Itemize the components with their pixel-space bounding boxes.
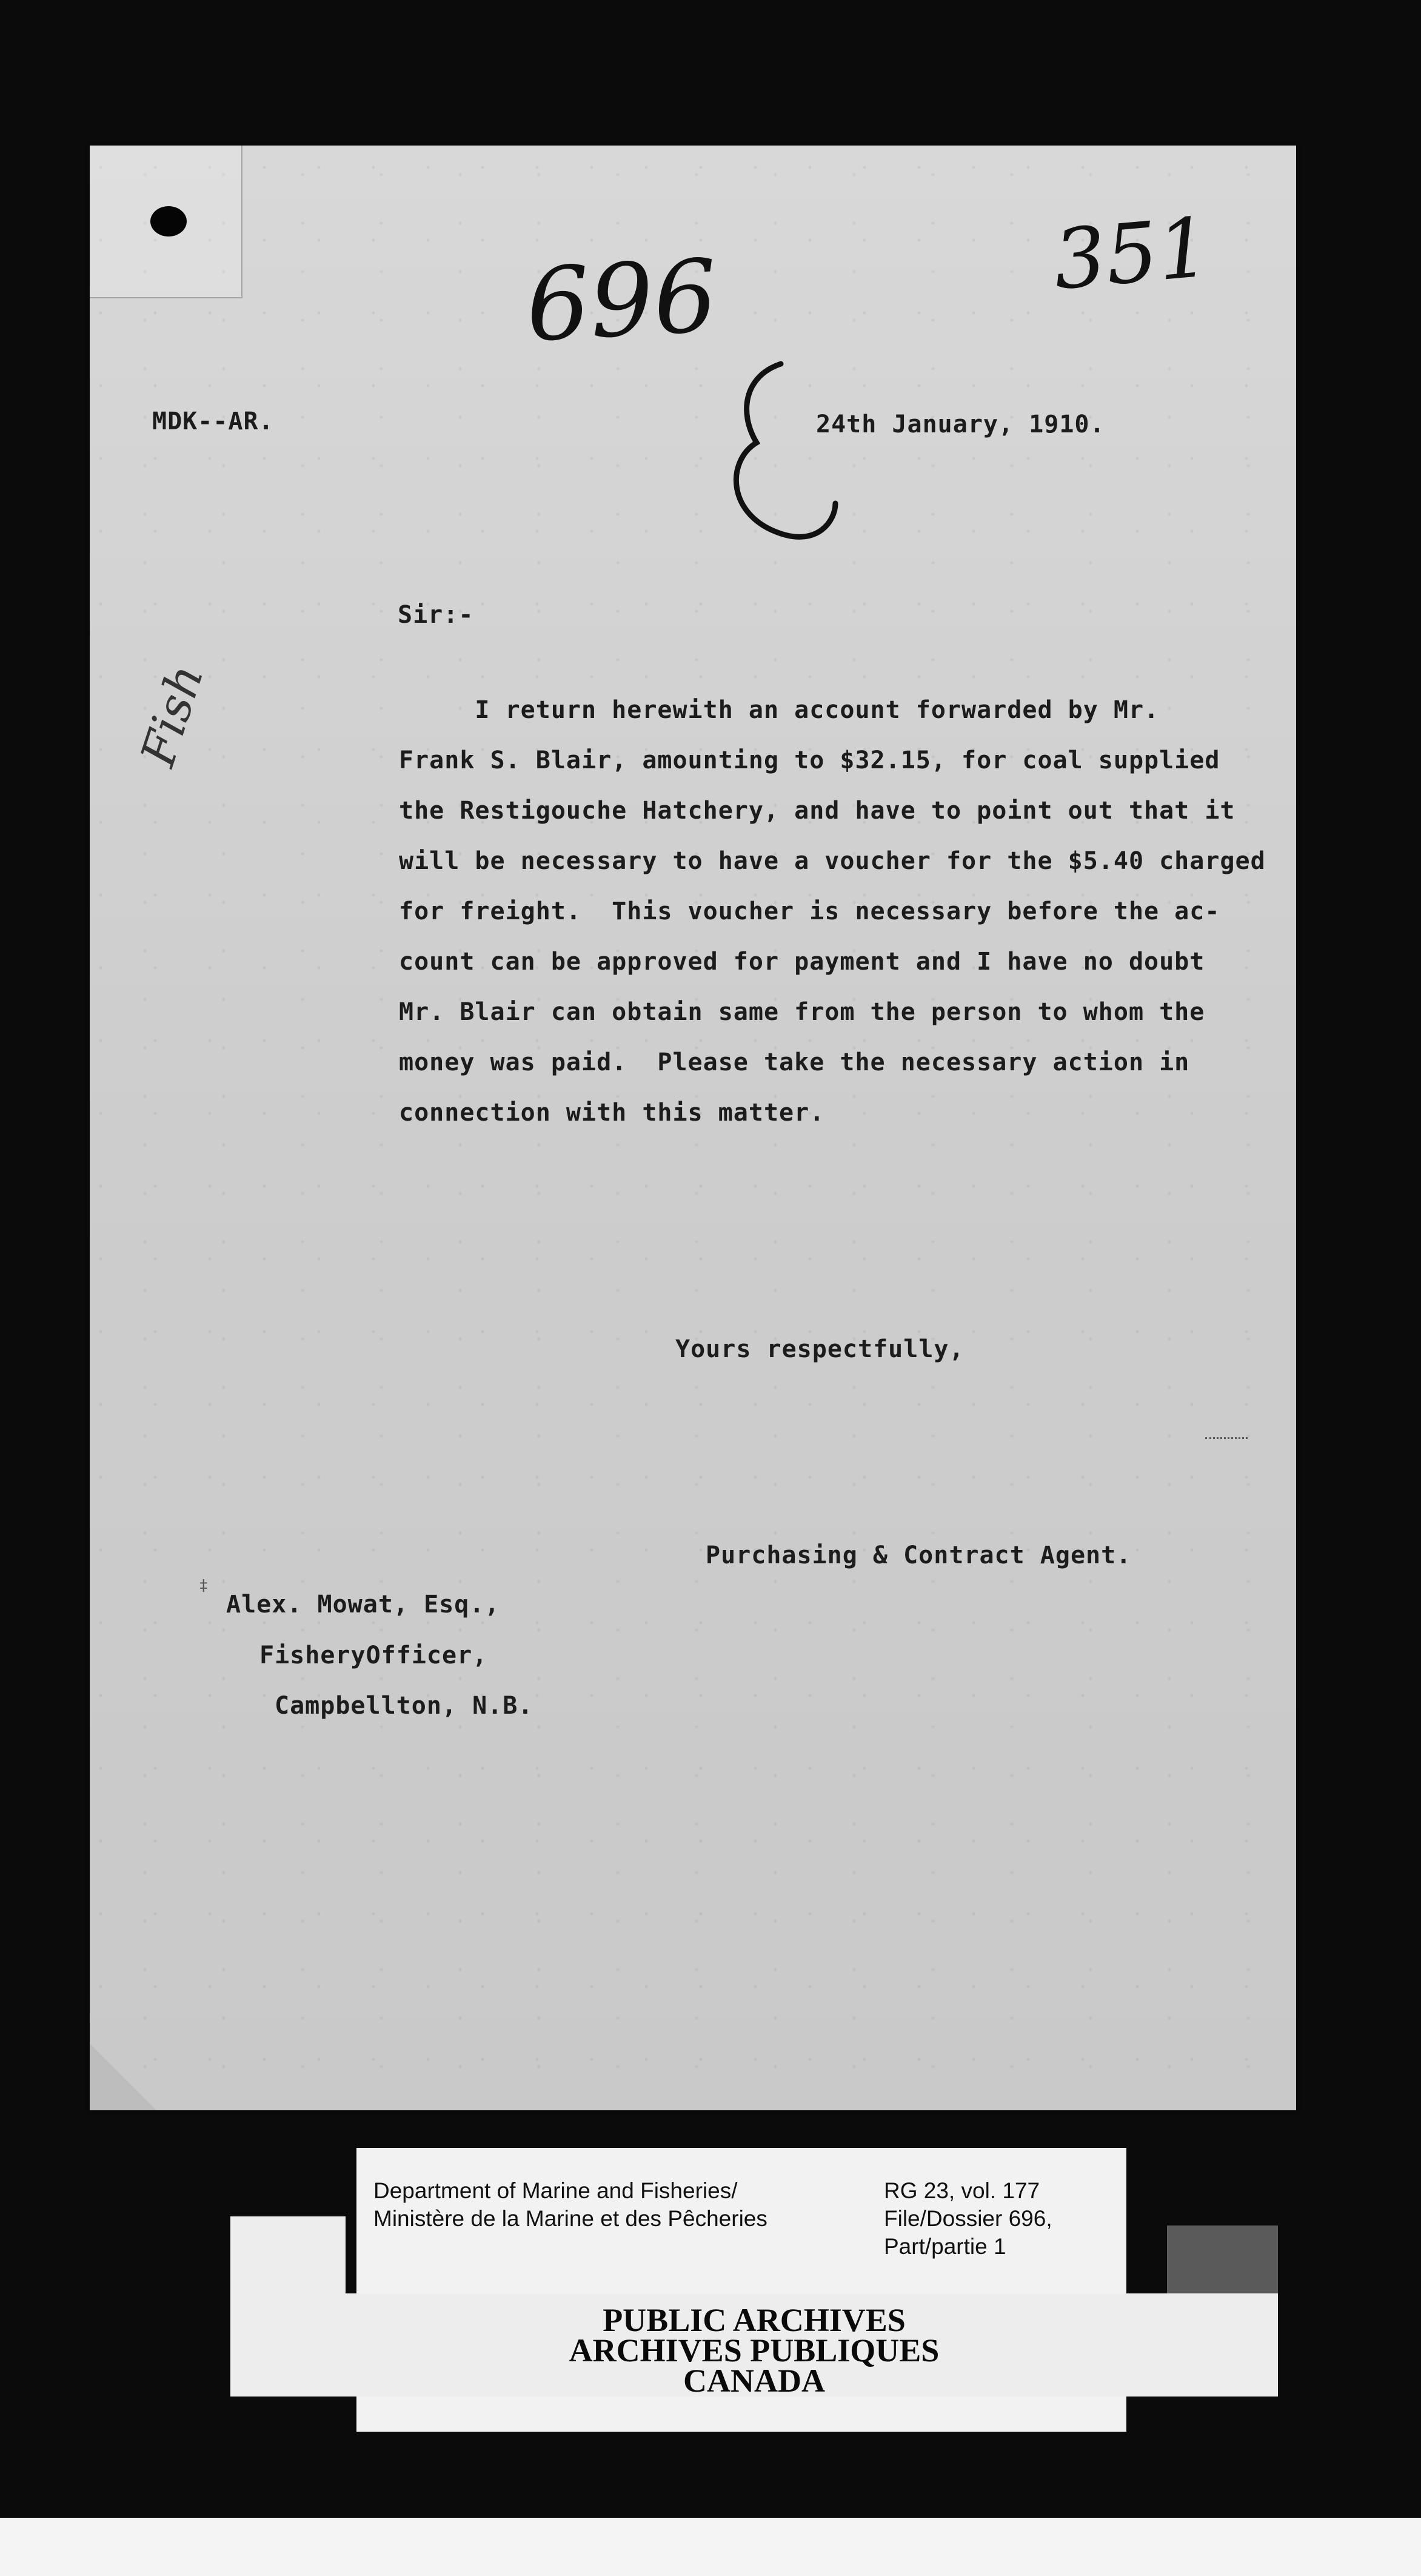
file-number: File/Dossier 696,	[884, 2206, 1052, 2231]
recipient-location: Campbellton, N.B.	[275, 1692, 533, 1720]
handwritten-file-number: 696	[523, 237, 720, 364]
body-line: connection with this matter.	[399, 1099, 825, 1127]
body-line: Mr. Blair can obtain same from the person to whom the	[399, 998, 1205, 1026]
letter-page	[90, 146, 1296, 2110]
handwritten-margin-note: Fish	[130, 658, 215, 773]
punch-hole	[150, 206, 187, 236]
body-line: money was paid. Please take the necessary action in	[399, 1048, 1190, 1076]
torn-corner	[90, 2044, 156, 2110]
body-line: for freight. This voucher is necessary before the ac-	[399, 897, 1220, 925]
recipient-title: FisheryOfficer,	[259, 1642, 488, 1669]
record-group: RG 23, vol. 177	[884, 2178, 1040, 2203]
label-tab-right	[1167, 2225, 1278, 2293]
reference-code: MDK--AR.	[152, 408, 274, 435]
letter-body	[399, 685, 1363, 1138]
salutation: Sir:-	[398, 601, 474, 629]
label-tab-left	[230, 2216, 346, 2295]
scan-bottom-edge	[0, 2518, 1421, 2576]
department-info	[373, 2177, 767, 2233]
complimentary-close: Yours respectfully,	[675, 1335, 965, 1363]
part-number: Part/partie 1	[884, 2234, 1006, 2259]
stamp-line-1: PUBLIC ARCHIVES	[603, 2302, 906, 2338]
handwritten-page-number: 351	[1049, 200, 1214, 308]
body-line: count can be approved for payment and I have no doubt	[399, 948, 1205, 976]
department-name: Department of Marine and Fisheries/	[373, 2178, 738, 2203]
dotted-mark	[1205, 1437, 1248, 1439]
archives-stamp	[230, 2293, 1278, 2397]
handwritten-e-mark	[690, 352, 884, 558]
small-mark: ‡	[199, 1577, 209, 1595]
body-line: Frank S. Blair, amounting to $32.15, for coal supplied	[399, 746, 1220, 774]
body-line: the Restigouche Hatchery, and have to point out that it	[399, 797, 1235, 825]
stamp-line-2: ARCHIVES PUBLIQUES	[569, 2332, 940, 2369]
stamp-line-3: CANADA	[683, 2363, 825, 2399]
recipient-name: Alex. Mowat, Esq.,	[226, 1591, 500, 1618]
letter-date: 24th January, 1910.	[816, 411, 1105, 438]
body-line: will be necessary to have a voucher for the $5.40 charged	[399, 847, 1266, 875]
signature-title: Purchasing & Contract Agent.	[706, 1541, 1132, 1569]
department-name-fr: Ministère de la Marine et des Pêcheries	[373, 2206, 767, 2231]
record-info	[884, 2177, 1052, 2261]
body-line: I return herewith an account forwarded by Mr.	[399, 696, 1160, 724]
